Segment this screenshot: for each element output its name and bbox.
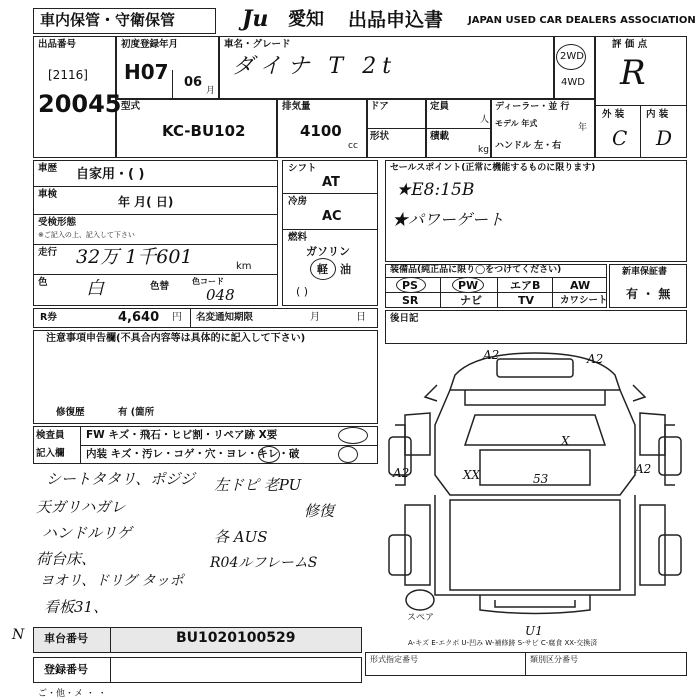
warranty-value: 有 ・ 無 xyxy=(626,287,671,301)
sales-point-label: セールスポイント(正常に機能するものに限ります) xyxy=(390,163,596,173)
repair-value: 有 (箇所 xyxy=(118,407,155,418)
interior-label: 内 装 xyxy=(646,109,669,120)
diagram-mark-a2-top-right: A2 xyxy=(587,352,604,366)
registration-label: 登録番号 xyxy=(44,663,88,676)
shift-label: シフト xyxy=(288,163,317,174)
car-damage-diagram xyxy=(385,345,687,645)
first-reg-era: H07 xyxy=(124,60,169,84)
warranty-label: 新車保証書 xyxy=(622,267,668,277)
equip-aw: AW xyxy=(570,279,591,292)
diagram-mark-53: 53 xyxy=(533,472,549,486)
form-title-en: JAPAN USED CAR DEALERS ASSOCIATION xyxy=(468,15,696,26)
inspector-label-2: 記入欄 xyxy=(36,448,65,459)
exterior-label: 外 装 xyxy=(602,109,625,120)
model-value: KC-BU102 xyxy=(162,122,246,140)
handle-side: ハンドル 左・右 xyxy=(495,141,562,151)
inspector-row-2: 内装 キズ・汚レ・コゲ・穴・ヨレ・キレ・破 xyxy=(86,448,300,460)
shift-value: AT xyxy=(322,175,340,190)
tax-value: 4,640 xyxy=(118,310,160,325)
logo-text: 愛知 xyxy=(288,9,324,30)
equip-navi: ナビ xyxy=(460,294,482,307)
mileage-value: 32万 1千601 xyxy=(76,246,193,268)
sales-point-line-1: ★E8:15B xyxy=(396,180,475,200)
capacity-unit: 人 xyxy=(480,115,490,125)
year-unit: 年 xyxy=(578,123,588,133)
chassis-left-mark: N xyxy=(12,627,25,643)
displacement-label: 排気量 xyxy=(282,101,311,112)
form-title: 出品申込書 xyxy=(348,9,444,31)
chassis-label: 車台番号 xyxy=(44,632,88,645)
first-reg-month-unit: 月 xyxy=(206,86,216,96)
fuel-other: 油 xyxy=(340,263,351,276)
equip-pw-circle xyxy=(452,277,484,293)
damage-legend: A-キズ E-エクボ U-凹み W-補修跡 S-サビ C-腐食 XX-交換済 xyxy=(408,639,598,647)
name-change-label: 名変通知期限 xyxy=(196,312,254,323)
diagram-mark-u1: U1 xyxy=(525,624,543,638)
color-code-label: 色コード xyxy=(192,277,224,286)
equip-ps: PS xyxy=(402,279,418,292)
color-code-value: 048 xyxy=(206,286,235,304)
hw-line-4: 荷台床、 xyxy=(36,550,97,568)
aircon-value: AC xyxy=(322,209,342,224)
color-change-label: 色替 xyxy=(150,281,170,292)
x-circle xyxy=(338,427,368,444)
footer-text: ご・他・メ ・ ・ xyxy=(38,689,107,699)
load-label: 積載 xyxy=(430,131,450,142)
fuel-circled: 軽 xyxy=(317,263,328,276)
diagram-mark-a2-top-left: A2 xyxy=(483,348,500,362)
receive-note: ※ご記入の上、記入して下さい xyxy=(38,231,135,239)
grade-value: R xyxy=(620,53,646,93)
hw-line-5: ヨオリ、ドリグ タッポ xyxy=(40,573,184,589)
diagram-mark-x: X xyxy=(561,434,570,448)
drive-2wd: 2WD xyxy=(560,51,584,62)
hw-line-1: シートタタリ、ポジジ xyxy=(46,470,195,488)
hw-right-3: 各 AUS xyxy=(214,528,268,546)
car-name-value: ダイナ T 2t xyxy=(232,54,398,79)
chassis-value: BU1020100529 xyxy=(176,630,296,646)
load-unit: kg xyxy=(478,145,489,155)
fuel-paren: ( ) xyxy=(296,285,309,298)
hw-right-2: 修復 xyxy=(304,502,335,520)
receive-label: 受検形態 xyxy=(38,217,77,228)
inspection-label: 車検 xyxy=(38,189,58,200)
mileage-unit: km xyxy=(236,261,252,272)
color-value: 白 xyxy=(86,278,104,299)
back-ledger-block xyxy=(385,310,687,344)
capacity-label: 定員 xyxy=(430,101,450,112)
spare-label: スペア xyxy=(407,613,435,623)
history-value: 自家用・( ) xyxy=(76,167,145,182)
hw-right-4: R04ルフレームS xyxy=(210,555,318,571)
name-change-month: 月 xyxy=(310,312,320,323)
tax-label: R券 xyxy=(40,312,57,323)
fuel-value: ガソリン xyxy=(306,245,350,258)
hw-line-6: 看板31、 xyxy=(44,598,109,616)
history-label: 車歴 xyxy=(38,163,58,174)
top-left-label: 車内保管・守衛保管 xyxy=(40,11,176,29)
exterior-value: C xyxy=(612,126,628,150)
equip-ps-circle xyxy=(396,277,426,293)
diagram-mark-xx: XX xyxy=(463,468,481,482)
inspector-row-1: FW キズ・飛石・ヒビ割・リペア跡 X要 xyxy=(86,429,278,441)
inspector-label-1: 検査員 xyxy=(36,430,65,441)
grade-label: 評 価 点 xyxy=(612,39,648,50)
car-name-label: 車名・グレード xyxy=(224,39,291,50)
equip-tv: TV xyxy=(518,294,535,307)
equipment-label: 装備品(純正品に限り◯をつけてください) xyxy=(390,265,562,275)
drive-4wd: 4WD xyxy=(561,77,585,88)
ju-logo: Ju xyxy=(242,6,269,32)
displacement-unit: cc xyxy=(348,141,358,151)
back-ledger-label: 後日記 xyxy=(390,313,419,324)
repair-label: 修復歴 xyxy=(56,407,85,418)
lot-label: 出品番号 xyxy=(38,39,77,50)
dealer-parallel: ディーラー・並 行 xyxy=(495,102,570,112)
equip-airbag: エアB xyxy=(510,279,541,292)
inspection-value: 年 月( 日) xyxy=(118,195,174,209)
fuel-label: 燃料 xyxy=(288,232,308,243)
displacement-value: 4100 xyxy=(300,122,342,140)
equip-pw: PW xyxy=(458,279,479,292)
door-label: ドア xyxy=(370,101,389,112)
name-change-day: 日 xyxy=(356,312,366,323)
format-no-label: 形式指定番号 xyxy=(370,655,418,664)
yore-circle xyxy=(258,446,280,463)
tax-unit: 円 xyxy=(172,312,182,323)
lot-number: 20045 xyxy=(38,90,122,118)
model-year: モデル 年式 xyxy=(495,119,538,128)
model-label: 型式 xyxy=(121,101,141,112)
shape-label: 形状 xyxy=(370,131,390,142)
first-reg-month: 06 xyxy=(184,75,203,90)
first-reg-label: 初度登録年月 xyxy=(121,39,179,50)
lot-bracket: [2116] xyxy=(48,68,88,82)
tear-circle xyxy=(338,446,358,463)
color-label: 色 xyxy=(38,277,48,288)
notes-label: 注意事項申告欄(不具合内容等は具体的に記入して下さい) xyxy=(46,333,306,344)
mileage-label: 走行 xyxy=(38,247,58,258)
interior-value: D xyxy=(656,126,673,150)
equip-leather: カワシート xyxy=(560,295,608,306)
diagram-mark-a2-right: A2 xyxy=(635,462,652,476)
diagram-mark-a2-left: A2 xyxy=(393,466,410,480)
hw-line-2: 天ガリハガレ xyxy=(36,498,126,516)
category-no-label: 類別区分番号 xyxy=(530,655,578,664)
hw-line-3: ハンドルリゲ xyxy=(42,524,132,542)
aircon-label: 冷房 xyxy=(288,196,308,207)
hw-right-1: 左ドピ 老PU xyxy=(214,476,302,494)
sales-point-line-2: ★パワーゲート xyxy=(392,210,505,229)
equip-sr: SR xyxy=(402,294,419,307)
